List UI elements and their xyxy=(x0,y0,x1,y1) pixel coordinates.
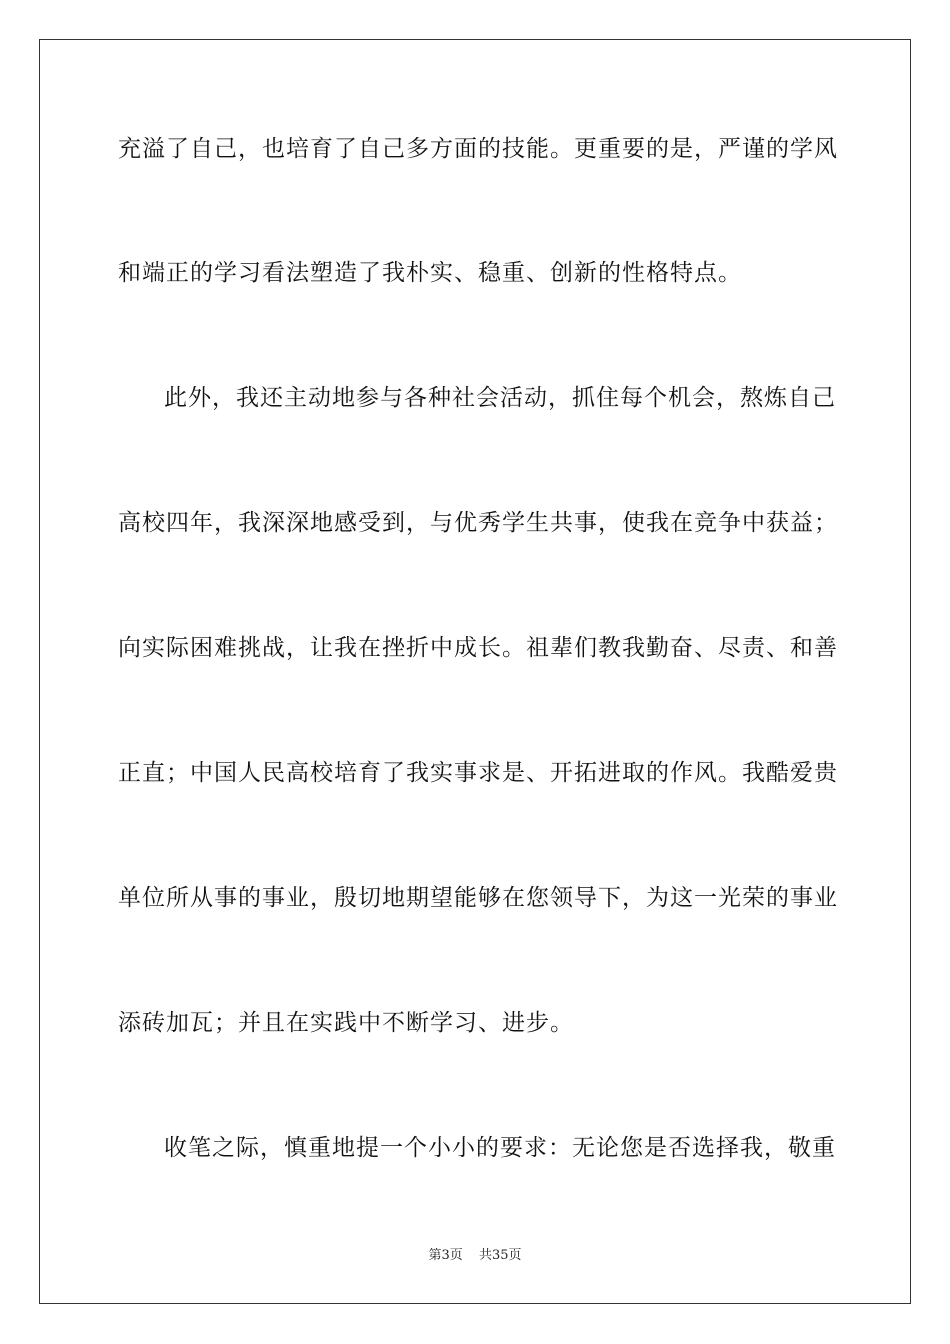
body-text-line: 充溢了自己，也培育了自己多方面的技能。更重要的是，严谨的学风 xyxy=(118,136,838,162)
body-text-line: 添砖加瓦；并且在实践中不断学习、进步。 xyxy=(118,1010,574,1036)
page-frame xyxy=(39,39,911,1304)
body-text-line: 和端正的学习看法塑造了我朴实、稳重、创新的性格特点。 xyxy=(118,260,742,286)
body-text-line: 正直；中国人民高校培育了我实事求是、开拓进取的作风。我酷爱贵 xyxy=(118,760,838,786)
page-total: 共35页 xyxy=(478,1248,522,1263)
paragraph-start-line: 收笔之际，慎重地提一个小小的要求：无论您是否选择我，敬重 xyxy=(164,1135,836,1161)
page-footer xyxy=(0,1247,950,1265)
body-text-line: 高校四年，我深深地感受到，与优秀学生共事，使我在竞争中获益； xyxy=(118,510,838,536)
page-number: 第3页 xyxy=(428,1248,463,1263)
body-text-line: 单位所从事的事业，殷切地期望能够在您领导下，为这一光荣的事业 xyxy=(118,885,838,911)
paragraph-start-line: 此外，我还主动地参与各种社会活动，抓住每个机会，熬炼自己 xyxy=(164,385,836,411)
body-text-line: 向实际困难挑战，让我在挫折中成长。祖辈们教我勤奋、尽责、和善 xyxy=(118,635,838,661)
